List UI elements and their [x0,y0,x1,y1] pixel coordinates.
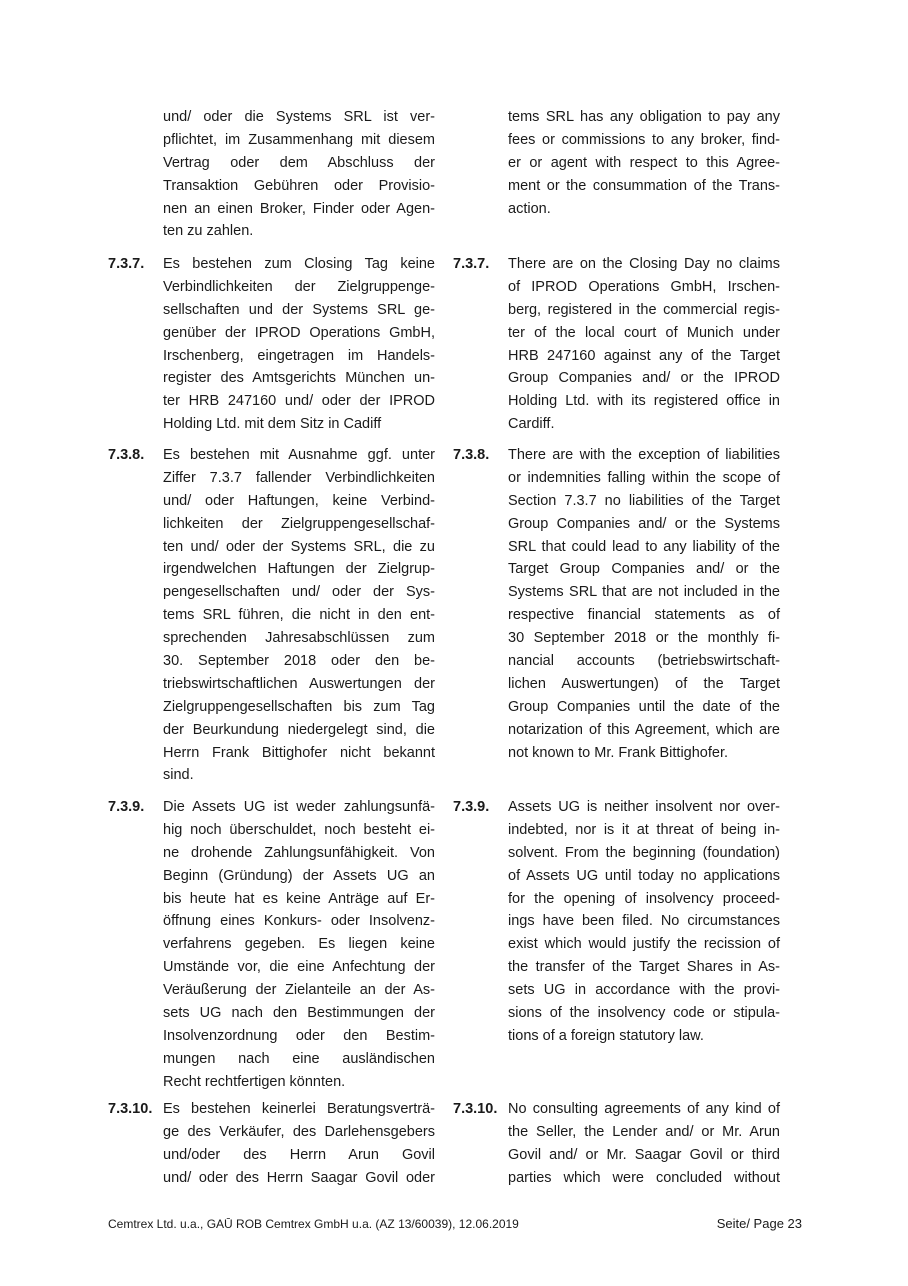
text-line: Transaktion Gebühren oder Provisio- [163,177,435,194]
english-paragraph [508,106,780,220]
text-line: er or agent with respect to this Agree- [508,154,780,171]
section-number: 7.3.8. [108,447,145,463]
section-number: 7.3.7. [108,256,145,272]
text-line: Es bestehen keinerlei Beratungsverträ- [163,1101,435,1117]
text-line: respective financial statements as of [508,607,780,624]
text-line: und/ oder Haftungen, keine Verbind- [163,492,435,509]
text-line: ne drohende Zahlungsunfähigkeit. Von [163,844,435,861]
text-line: Vertrag oder dem Abschluss der [163,154,435,171]
text-line: sions of the insolvency code or stipula- [508,1005,780,1022]
text-line: Irschenberg, eingetragen im Handels- [163,347,435,364]
text-line: ter of the local court of Munich under [508,324,780,341]
text-line: Insolvenzordnung oder den Bestim- [163,1027,435,1044]
text-line: indebted, nor is it at threat of being in- [508,821,780,838]
text-line: ten zu zahlen. [163,223,254,240]
text-line: Recht rechtfertigen könnten. [163,1073,346,1090]
section-number: 7.3.10. [453,1101,498,1117]
text-line: sind. [163,767,194,784]
text-line: pflichtet, im Zusammenhang mit diesem [163,131,435,148]
text-line: tems SRL führen, die nicht in den ent- [163,607,435,624]
text-line: SRL that could lead to any liability of the [508,538,780,555]
section-number: 7.3.10. [108,1101,153,1117]
german-paragraph [163,444,435,787]
german-paragraph [163,1098,435,1190]
english-paragraph [508,1098,780,1190]
text-line: Zielgruppengesellschaften bis zum Tag [163,698,435,715]
text-line: sellschaften und der Systems SRL ge- [163,301,435,318]
text-line: 30. September 2018 oder den be- [163,653,435,670]
text-line: nen an einen Broker, Finder oder Agen- [163,200,435,217]
text-line: Holding Ltd. with its registered office in [508,393,780,410]
text-line: exist which would justify the recission of [508,936,780,953]
text-line: the Seller, the Lender and/ or Mr. Arun [508,1123,780,1140]
text-line: Die Assets UG ist weder zahlungsunfä- [163,799,435,815]
text-line: ter HRB 247160 und/ oder der IPROD [163,393,435,410]
text-line: Veräußerung der Zielanteile an der As- [163,982,435,999]
german-paragraph [163,253,435,436]
text-line: Herrn Frank Bittighofer nicht bekannt [163,744,435,761]
text-line: not known to Mr. Frank Bittighofer. [508,744,729,761]
text-line: ings have been filed. No circumstances [508,913,780,930]
text-line: Govil and/ or Mr. Saagar Govil or third [508,1146,780,1163]
text-line: Target Group Companies and/ or the [508,561,780,578]
text-line: Systems SRL that are not included in the [508,584,780,601]
text-line: der Beurkundung niedergelegt sind, die [163,721,435,738]
text-line: bis heute hat es keine Anträge auf Er- [163,890,435,907]
english-paragraph [508,444,780,764]
text-line: HRB 247160 against any of the Target [508,347,780,364]
text-line: sets UG nach den Bestimmungen der [163,1005,435,1022]
text-line: Holding Ltd. mit dem Sitz in Cadiff [163,416,382,433]
text-line: irgendwelchen Haftungen der Zielgrup- [163,561,435,578]
text-line: sprechenden Jahresabschlüssen zum [163,630,435,647]
text-line: Umstände vor, die eine Anfechtung der [163,959,435,976]
text-line: Group Companies until the date of the [508,698,780,715]
text-line: und/oder des Herrn Arun Govil [163,1146,435,1163]
section-number: 7.3.9. [108,799,145,815]
text-line: und/ oder die Systems SRL ist ver- [163,109,435,125]
footer-reference: Cemtrex Ltd. u.a., GAŪ ROB Cemtrex GmbH u.a. (AZ 13/60039), 12.06.2019 [108,1217,519,1231]
text-line: Es bestehen zum Closing Tag keine [163,256,435,272]
section-number: 7.3.9. [453,799,490,815]
footer-page-number: Seite/ Page 23 [716,1216,802,1231]
text-line: öffnung eines Konkurs- oder Insolvenz- [163,913,435,930]
text-line: ment or the consummation of the Trans- [508,177,780,194]
text-line: tions of a foreign statutory law. [508,1027,704,1044]
text-line: triebswirtschaftlichen Auswertungen der [163,675,435,692]
text-line: und/ oder des Herrn Saagar Govil oder [163,1169,435,1186]
text-line: Ziffer 7.3.7 fallender Verbindlichkeiten [163,469,435,486]
text-line: ge des Verkäufer, des Darlehensgebers [163,1123,435,1140]
german-paragraph [163,106,435,243]
text-line: hig noch überschuldet, noch besteht ei- [163,821,435,838]
text-line: action. [508,200,551,217]
text-line: verfahrens gegeben. Es liegen keine [163,936,435,953]
text-line: Group Companies and/ or the IPROD [508,370,780,387]
text-line: pengesellschaften und/ oder der Sys- [163,584,435,601]
text-line: genüber der IPROD Operations GmbH, [163,324,435,341]
text-line: lichkeiten der Zielgruppengesellschaf- [163,515,435,532]
text-line: mungen nach eine ausländischen [163,1050,435,1067]
text-line: of IPROD Operations GmbH, Irschen- [508,278,780,295]
german-paragraph [163,796,435,1094]
section-number: 7.3.7. [453,256,490,272]
text-line: tems SRL has any obligation to pay any [508,109,780,125]
text-line: Beginn (Gründung) der Assets UG an [163,867,435,884]
text-line: Section 7.3.7 no liabilities of the Target [508,492,780,509]
text-line: 30 September 2018 or the monthly fi- [508,630,780,647]
text-line: No consulting agreements of any kind of [508,1101,780,1117]
text-line: Group Companies and/ or the Systems [508,515,780,532]
text-line: fees or commissions to any broker, find- [508,131,780,148]
text-line: ten und/ oder der Systems SRL, die zu [163,538,435,555]
english-paragraph [508,253,780,436]
text-line: notarization of this Agreement, which are [508,721,780,738]
text-line: sets UG in accordance with the provi- [508,982,780,999]
text-line: or indemnities falling within the scope of [508,469,780,486]
section-number: 7.3.8. [453,447,490,463]
text-line: Verbindlichkeiten der Zielgruppenge- [163,278,435,295]
text-line: Cardiff. [508,416,555,433]
text-line: parties which were concluded without [508,1169,780,1186]
text-line: nancial accounts (betriebswirtschaft- [508,653,780,670]
text-line: lichen Auswertungen) of the Target [508,675,780,692]
text-line: Assets UG is neither insolvent nor over- [508,799,780,815]
text-line: There are on the Closing Day no claims [508,256,780,272]
text-line: for the opening of insolvency proceed- [508,890,780,907]
text-line: the transfer of the Target Shares in As- [508,959,780,976]
text-line: Es bestehen mit Ausnahme ggf. unter [163,447,435,463]
text-line: of Assets UG until today no applications [508,867,780,884]
text-line: register des Amtsgerichts München un- [163,370,435,387]
text-line: solvent. From the beginning (foundation) [508,844,780,861]
english-paragraph [508,796,780,1048]
text-line: berg, registered in the commercial regis- [508,301,780,318]
text-line: There are with the exception of liabilities [508,447,780,463]
